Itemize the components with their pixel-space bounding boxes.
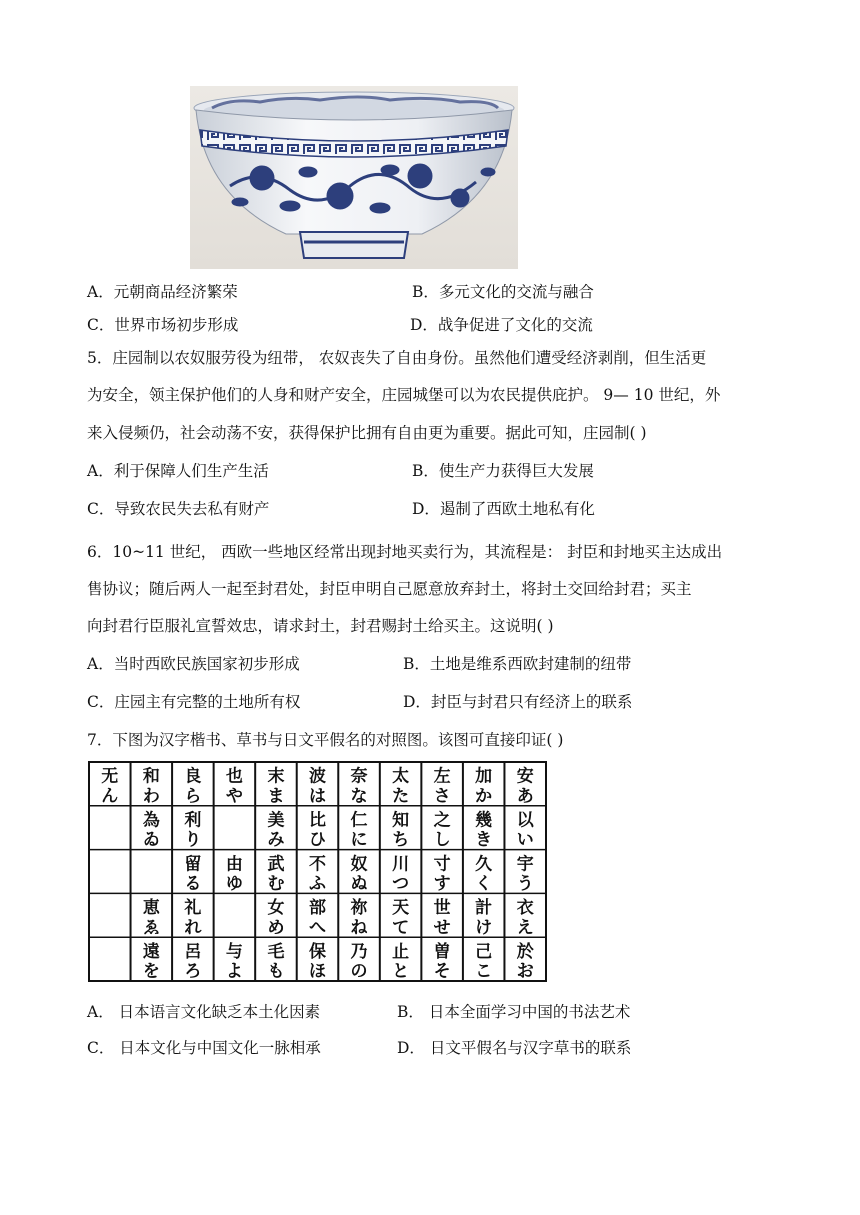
chart-kanji: 美 [267,810,285,831]
chart-kana: あ [516,786,534,807]
q5-option-c: C．导致农民失去私有财产 [87,500,270,518]
q5-stem-line: 来入侵频仍，社会动荡不安，获得保护比拥有自由更为重要。据此可知，庄园制( ) [87,424,647,442]
kana-comparison-chart [87,760,548,983]
chart-kana: せ [433,917,451,938]
q5-option-d: D．遏制了西欧土地私有化 [412,500,595,518]
chart-kana: ね [350,917,368,938]
chart-kana: ゆ [225,874,243,895]
q4-option-c: C．世界市场初步形成 [87,316,239,334]
chart-kanji: 止 [392,941,410,962]
chart-kanji: 利 [184,810,202,831]
chart-kana: い [516,830,534,851]
chart-kanji: 加 [475,766,493,787]
chart-kana: る [184,874,202,895]
chart-kana: ん [101,786,119,807]
chart-kana: な [350,786,368,807]
chart-kanji: 安 [516,766,534,787]
chart-kana: よ [225,961,243,982]
chart-kana: ま [267,786,285,807]
chart-kana: う [516,874,534,895]
chart-kanji: 以 [516,810,534,831]
q7-option-a: A． 日本语言文化缺乏本土化因素 [87,1003,321,1021]
chart-kanji: 衣 [516,898,534,919]
chart-kana: も [267,961,285,982]
chart-kanji: 宇 [516,854,534,875]
chart-kana: お [516,961,534,982]
chart-kana: は [309,786,326,807]
chart-kana: む [267,874,285,895]
chart-kana: へ [309,917,326,938]
q6-stem-line: 售协议；随后两人一起至封君处，封臣申明自己愿意放弃封土，将封土交回给封君；买主 [87,580,692,598]
chart-kanji: 奈 [350,766,368,787]
chart-kanji: 遠 [142,941,160,962]
chart-kanji: 太 [392,766,410,787]
q6-option-d: D．封臣与封君只有经济上的联系 [403,693,633,711]
chart-kanji: 和 [142,766,160,787]
q5-stem-line: 5．庄园制以农奴服劳役为纽带， 农奴丧失了自由身份。虽然他们遭受经济剥削，但生活更 [87,349,707,367]
chart-kanji: 久 [475,854,493,875]
chart-kana: の [350,961,368,982]
q6-stem-line: 向封君行臣服礼宣誓效忠，请求封土，封君赐封土给买主。这说明( ) [87,617,554,635]
chart-kana: と [392,961,410,982]
chart-kana: さ [433,786,451,807]
chart-kana: ち [392,830,410,851]
chart-kanji: 於 [516,941,534,962]
chart-kana: く [475,874,493,895]
chart-kanji: 女 [267,898,285,919]
chart-kanji: 知 [392,810,410,831]
chart-kana: み [267,830,285,851]
q7-option-b: B． 日本全面学习中国的书法艺术 [397,1003,631,1021]
chart-kanji: 礼 [184,898,202,919]
chart-kanji: 不 [309,854,326,875]
chart-kanji: 保 [309,941,326,962]
q6-option-a: A．当时西欧民族国家初步形成 [87,655,300,673]
chart-kana: し [433,830,451,851]
chart-kana: ふ [309,874,326,895]
chart-kanji: 曽 [433,941,451,962]
chart-kanji: 由 [225,854,243,875]
chart-kanji: 奴 [350,854,368,875]
chart-kana: ひ [309,830,326,851]
porcelain-bowl-image [190,86,518,269]
q6-option-b: B．土地是维系西欧封建制的纽带 [403,655,632,673]
chart-kanji: 乃 [350,941,368,962]
chart-kana: か [475,786,493,807]
chart-kanji: 呂 [184,941,202,962]
chart-kana: け [475,917,493,938]
q4-option-d: D．战争促进了文化的交流 [410,316,593,334]
chart-kana: ゑ [142,917,160,938]
chart-kanji: 世 [433,898,451,919]
chart-kana: わ [142,786,160,807]
chart-kanji: 末 [267,766,285,787]
chart-kanji: 恵 [142,898,160,919]
chart-kana: て [392,917,410,938]
q4-option-a: A．元朝商品经济繁荣 [87,283,238,301]
chart-kana: め [267,917,285,938]
q7-stem: 7．下图为汉字楷书、草书与日文平假名的对照图。该图可直接印证( ) [87,731,564,749]
q6-stem-line: 6．10~11 世纪， 西欧一些地区经常出现封地买卖行为，其流程是： 封臣和封地买主达成出 [87,543,723,561]
chart-kana: に [350,830,368,851]
q6-option-c: C．庄园主有完整的土地所有权 [87,693,301,711]
chart-kanji: 波 [309,766,326,787]
chart-kana: れ [184,917,202,938]
chart-kana: ゐ [142,830,160,851]
chart-kana: ほ [309,961,326,982]
chart-kanji: 計 [475,898,493,919]
q4-option-b: B．多元文化的交流与融合 [412,283,594,301]
chart-kanji: 也 [225,766,243,787]
chart-kanji: 良 [184,766,202,787]
chart-kanji: 武 [267,854,285,875]
q5-option-b: B．使生产力获得巨大发展 [412,462,594,480]
chart-kanji: 為 [142,810,160,831]
q7-option-c: C． 日本文化与中国文化一脉相承 [87,1039,321,1057]
chart-kana: ろ [184,961,202,982]
chart-kanji: 天 [392,898,410,919]
q5-option-a: A．利于保障人们生产生活 [87,462,269,480]
chart-kanji: 祢 [350,898,368,919]
chart-kanji: 无 [101,766,119,787]
chart-kanji: 幾 [475,810,493,831]
chart-kana: り [184,830,202,851]
chart-kana: ら [184,786,202,807]
chart-kanji: 部 [309,898,326,919]
chart-kana: え [516,917,534,938]
chart-kana: た [392,786,410,807]
chart-kanji: 寸 [433,854,451,875]
chart-kanji: 留 [184,854,202,875]
chart-kana: こ [475,961,493,982]
q7-option-d: D． 日文平假名与汉字草书的联系 [397,1039,632,1057]
chart-kanji: 毛 [267,941,285,962]
chart-kanji: 仁 [350,810,368,831]
chart-kana: や [225,786,243,807]
chart-kana: ぬ [350,874,368,895]
chart-kana: き [475,830,493,851]
chart-kanji: 己 [475,941,493,962]
chart-kana: す [433,874,451,895]
chart-kanji: 之 [433,810,451,831]
chart-kanji: 与 [225,941,243,962]
chart-kana: つ [392,874,410,895]
chart-kanji: 左 [433,766,451,787]
chart-kanji: 川 [392,854,410,875]
q5-stem-line: 为安全，领主保护他们的人身和财产安全，庄园城堡可以为农民提供庇护。 9— 10 世纪，外 [87,386,721,404]
chart-kana: そ [433,961,451,982]
chart-kana: を [142,961,160,982]
chart-kanji: 比 [309,810,326,831]
